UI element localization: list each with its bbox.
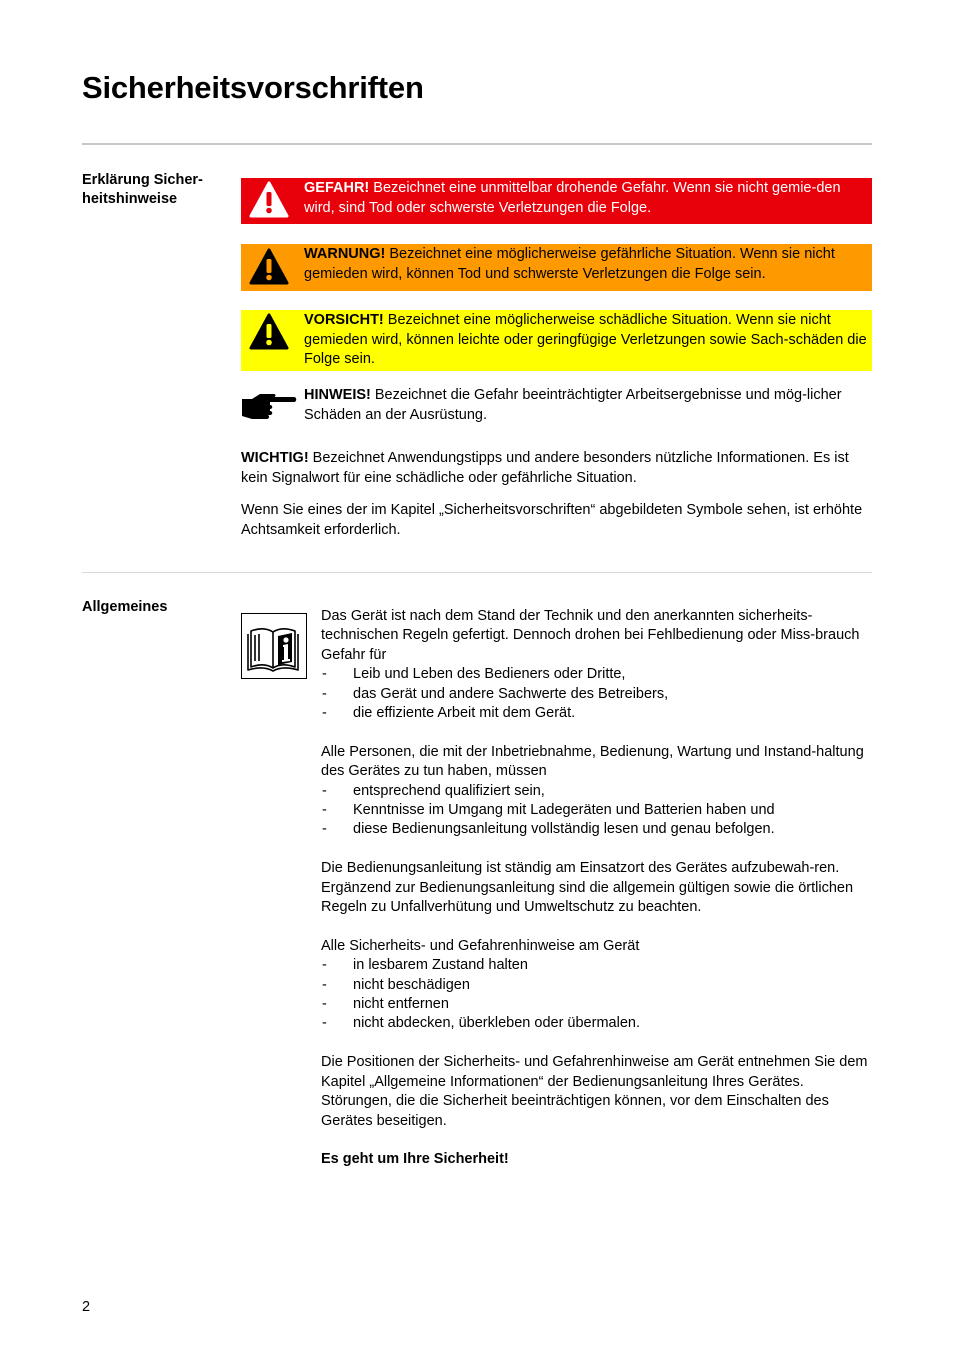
read-manual-icon: [241, 613, 307, 679]
title-divider: [82, 143, 872, 145]
wichtig-body: Bezeichnet Anwendungstipps und andere besonders nützliche Informationen. Es ist kein Signalwort für eine schädliche oder gefährliche Situation.: [241, 450, 849, 486]
notice-label: VORSICHT!: [304, 312, 384, 328]
intro-list: [321, 665, 872, 723]
list-item: - nicht abdecken, überkleben oder übermalen.: [321, 1014, 872, 1033]
list-item: - das Gerät und andere Sachwerte des Betreibers,: [321, 685, 872, 704]
list-item: - nicht beschädigen: [321, 976, 872, 995]
pointing-hand-icon: [240, 391, 298, 421]
notice-vorsicht: [241, 310, 872, 371]
notice-label: WARNUNG!: [304, 246, 386, 262]
intro-paragraph: Das Gerät ist nach dem Stand der Technik und den anerkannten sicherheits-technischen Regeln gefertigt. Dennoch drohen bei Fehlbedienung oder Miss-brauch Gefahr für: [321, 608, 860, 663]
warning-triangle-icon: [249, 248, 289, 286]
list-item: - in lesbarem Zustand halten: [321, 956, 872, 975]
wichtig-paragraph: [241, 449, 872, 488]
section-heading-allgemeines: Allgemeines: [82, 599, 168, 615]
positions-paragraph: Die Positionen der Sicherheits- und Gefahrenhinweise am Gerät entnehmen Sie dem Kapitel „Allgemeine Informationen“ der Bedienungsanleitung Ihres Gerätes.: [321, 1054, 868, 1090]
section-heading-line2: heitshinweise: [82, 191, 178, 207]
persons-paragraph: Alle Personen, die mit der Inbetriebnahme, Bedienung, Wartung und Instand-haltung des Gerätes zu tun haben, müssen: [321, 743, 864, 780]
signs-paragraph: Alle Sicherheits- und Gefahrenhinweise am Gerät: [321, 937, 640, 954]
list-item: - diese Bedienungsanleitung vollständig lesen und genau befolgen.: [321, 820, 872, 839]
warning-triangle-icon: [249, 313, 289, 351]
notice-gefahr: [241, 178, 872, 224]
section-heading-erklaerung: [82, 171, 203, 209]
final-note: Es geht um Ihre Sicherheit!: [321, 1151, 509, 1168]
notice-warnung: [241, 244, 872, 291]
section-heading-line1: Erklärung Sicher-: [82, 172, 203, 188]
warning-triangle-icon: [249, 181, 289, 219]
persons-list: [321, 782, 872, 840]
notice-body: Bezeichnet eine möglicherweise schädliche Situation. Wenn sie nicht gemieden wird, können leichte oder geringfügige Verletzungen sowie Sach-schäden die Folge sein.: [304, 312, 867, 367]
notice-vorsicht-text: [304, 311, 872, 370]
list-item: - die effiziente Arbeit mit dem Gerät.: [321, 704, 872, 723]
list-item: - Kenntnisse im Umgang mit Ladegeräten und Batterien haben und: [321, 801, 872, 820]
notice-body: Bezeichnet eine möglicherweise gefährliche Situation. Wenn sie nicht gemieden wird, können Tod und schwerste Verletzungen die Folge sein.: [304, 246, 835, 282]
notice-body: Bezeichnet eine unmittelbar drohende Gefahr. Wenn sie nicht gemie-den wird, sind Tod oder schwerste Verletzungen die Folge.: [304, 180, 841, 216]
notice-gefahr-text: [304, 179, 872, 218]
notice-hinweis: [241, 384, 872, 428]
section-divider: [82, 572, 872, 573]
page-number: 2: [82, 1299, 91, 1315]
notice-body: Bezeichnet die Gefahr beeinträchtigter Arbeitsergebnisse und mög-licher Schäden an der Ausrüstung.: [304, 387, 842, 423]
page-title: Sicherheitsvorschriften: [82, 70, 424, 105]
list-item: - nicht entfernen: [321, 995, 872, 1014]
signs-list: [321, 956, 872, 1034]
notice-warnung-text: [304, 245, 872, 284]
allgemeines-content: [321, 607, 872, 1170]
closing-paragraph: Wenn Sie eines der im Kapitel „Sicherheitsvorschriften“ abgebildeten Symbole sehen, ist erhöhte Achtsamkeit erforderlich.: [241, 502, 863, 538]
wichtig-label: WICHTIG!: [241, 450, 309, 466]
faults-paragraph: Störungen, die die Sicherheit beeinträchtigen können, vor dem Einschalten des Gerätes beseitigen.: [321, 1093, 829, 1129]
manual-paragraph: Die Bedienungsanleitung ist ständig am Einsatzort des Gerätes aufzubewah-ren. Ergänzend zur Bedienungsanleitung sind die allgemein gültigen sowie die örtlichen Regeln zu Unfallverhütung und Umweltschutz zu beachten.: [321, 860, 854, 916]
notice-hinweis-text: [304, 386, 872, 425]
notice-label: GEFAHR!: [304, 180, 370, 196]
list-item: - Leib und Leben des Bedieners oder Dritte,: [321, 665, 872, 684]
list-item: - entsprechend qualifiziert sein,: [321, 782, 872, 801]
notice-label: HINWEIS!: [304, 387, 371, 403]
